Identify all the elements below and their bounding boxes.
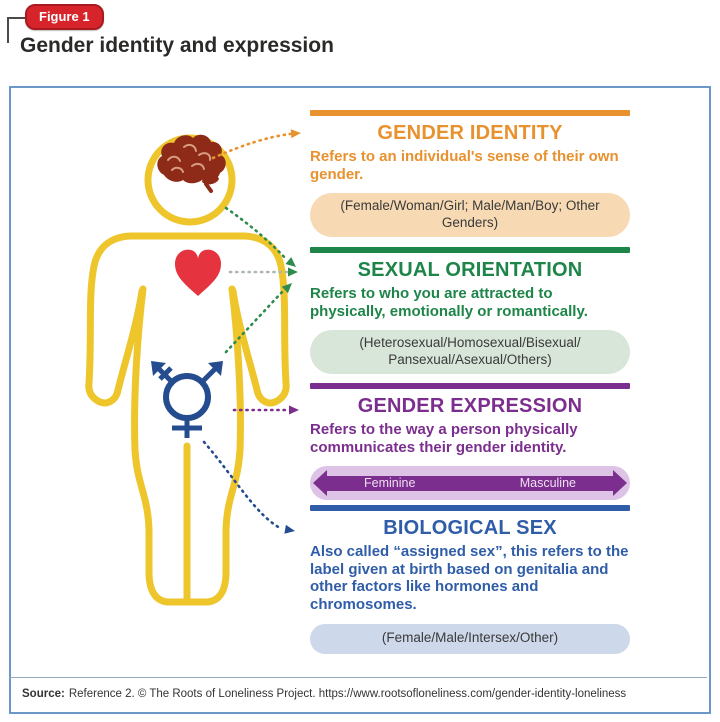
page-title: Gender identity and expression [20, 34, 334, 57]
section-bar [310, 110, 630, 116]
section-heading: GENDER IDENTITY [377, 122, 563, 144]
section-sexual-orientation [310, 247, 630, 374]
expression-scale [310, 466, 630, 500]
section-heading: SEXUAL ORIENTATION [357, 259, 583, 281]
figure-badge: Figure 1 [25, 4, 104, 30]
section-gender-expression [310, 383, 630, 500]
heart-icon [175, 250, 221, 296]
person-figure [10, 86, 308, 676]
source-text: Reference 2. © The Roots of Loneliness Project. https://www.rootsofloneliness.com/gender-identity-loneliness [68, 688, 627, 700]
section-heading: GENDER EXPRESSION [357, 395, 583, 417]
arrow-brain-to-gender-identity [213, 129, 301, 158]
section-description: Refers to the way a person physically communicates their gender identity. [310, 421, 578, 456]
section-pill: (Female/Woman/Girl; Male/Man/Boy; Other Genders) [310, 193, 630, 237]
section-gender-identity [310, 110, 630, 237]
masculine-label: Masculine [519, 475, 576, 490]
section-description: Refers to an individual's sense of their own gender. [310, 148, 619, 183]
feminine-label: Feminine [364, 475, 416, 490]
section-bar [310, 247, 630, 253]
source-label: Source: [22, 688, 65, 700]
section-description: Also called “assigned sex”, this refers to the label given at birth based on genitalia and other factors like hormones and chromosomes. [310, 543, 629, 614]
section-pill: (Female/Male/Intersex/Other) [310, 624, 630, 654]
section-heading: BIOLOGICAL SEX [383, 517, 557, 539]
arrow-heart-to-sexual-orientation [230, 268, 298, 277]
section-bar [310, 505, 630, 511]
transgender-icon [151, 361, 223, 438]
section-bar [310, 383, 630, 389]
section-description: Refers to who you are attracted to physically, emotionally or romantically. [310, 285, 588, 320]
section-biological-sex [310, 505, 630, 654]
arrow-symbol-to-biological-sex [204, 442, 296, 535]
section-pill: (Heterosexual/Homosexual/Bisexual/ Pansexual/Asexual/Others) [310, 330, 630, 374]
feminine-masculine-arrow [326, 476, 614, 491]
